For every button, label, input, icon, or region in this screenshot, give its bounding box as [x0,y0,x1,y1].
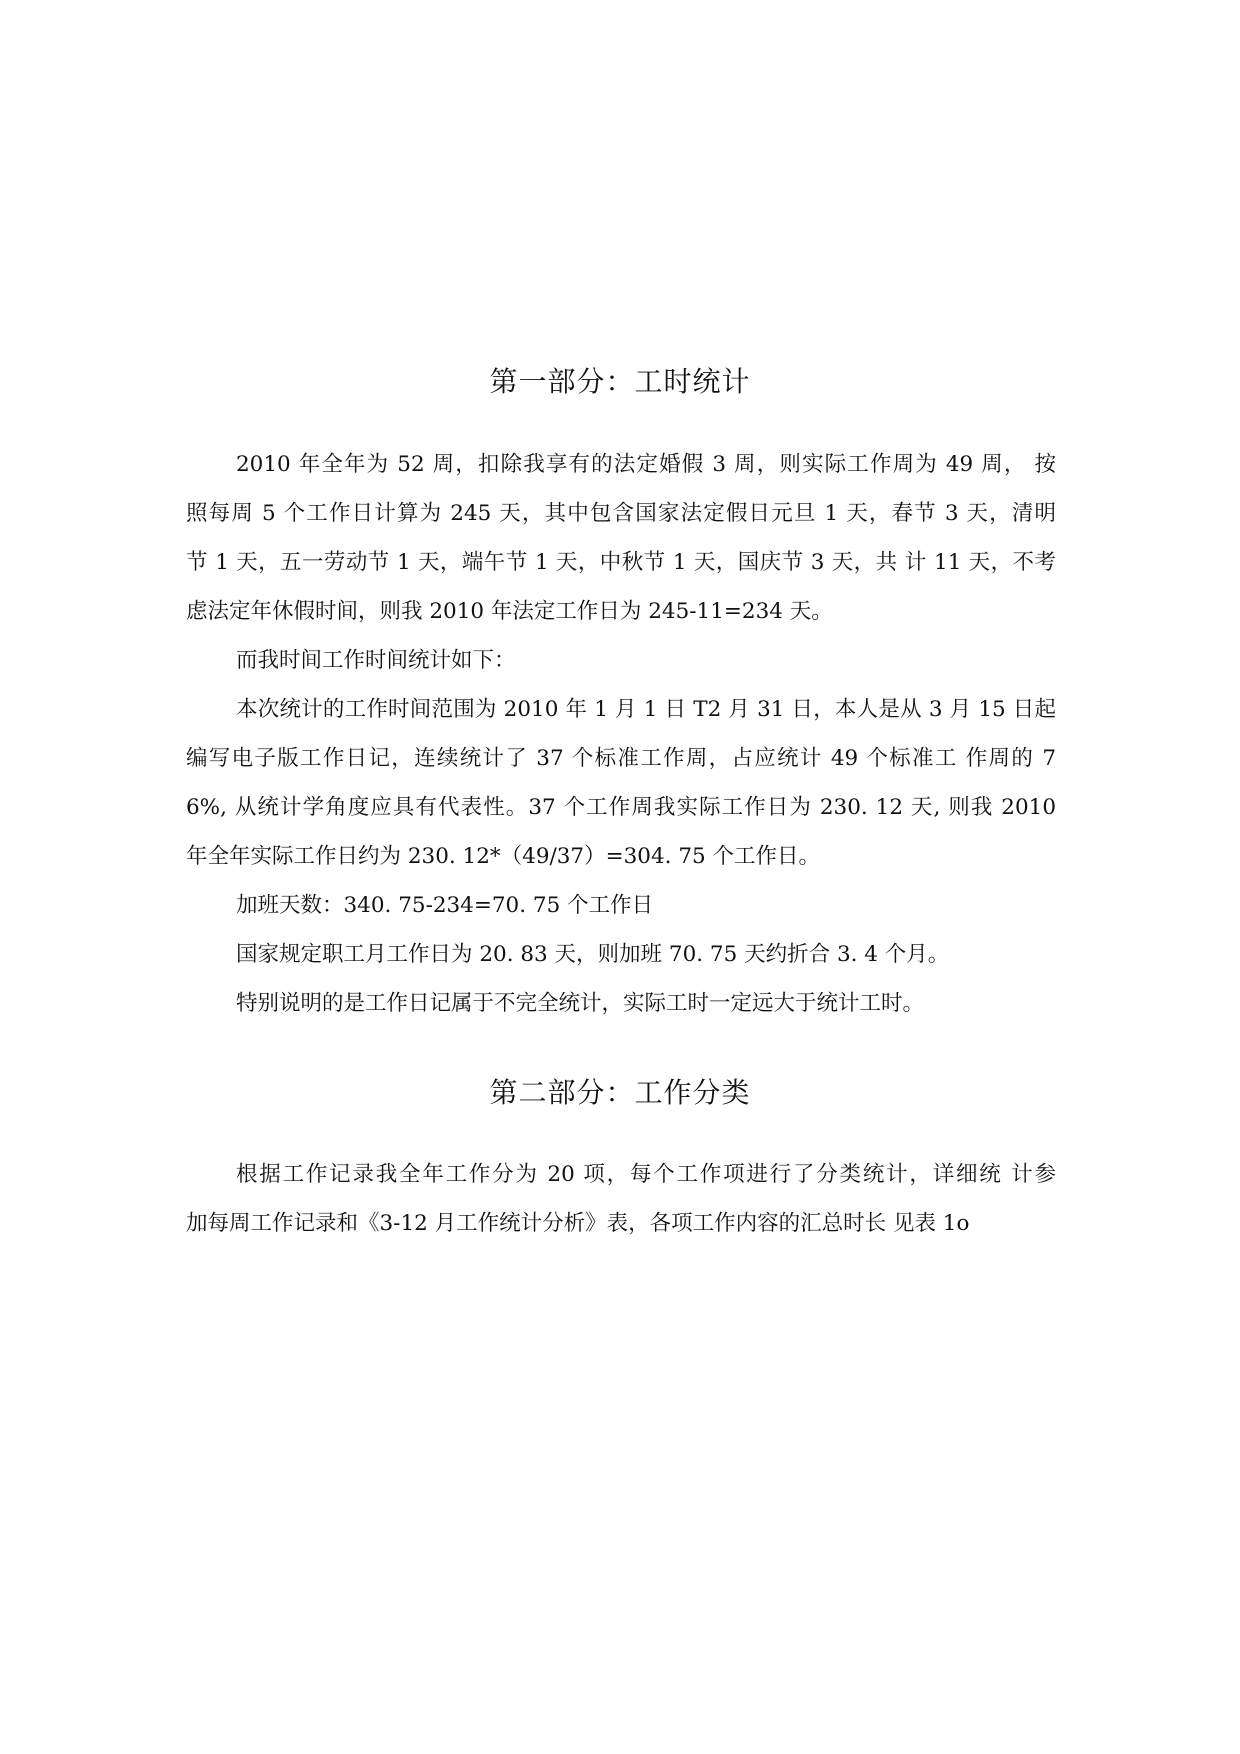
paragraph-line: 2010 年全年为 52 周，扣除我享有的法定婚假 3 周，则实际工作周为 49 周， 按 [236,452,1056,477]
paragraph-line: 照每周 5 个工作日计算为 245 天，其中包含国家法定假日元旦 1 天，春节 3 天，清明 [186,501,1056,526]
paragraph-line: 本次统计的工作时间范围为 2010 年 1 月 1 日 T2 月 31 日，本人是从 3 月 15 日起 [236,697,1056,722]
paragraph-line: 6%, 从统计学角度应具有代表性。37 个工作周我实际工作日为 230. 12 天, 则我 2010 [186,795,1056,820]
paragraph-line: 虑法定年休假时间，则我 2010 年法定工作日为 245-11=234 天。 [186,599,833,624]
paragraph-line: 根据工作记录我全年工作分为 20 项，每个工作项进行了分类统计，详细统 计参 [236,1162,1056,1187]
section1-heading: 第一部分：工时统计 [489,365,751,398]
paragraph-line: 年全年实际工作日约为 230. 12*（49/37）=304. 75 个工作日。 [186,844,821,869]
paragraph-line: 加班天数：340. 75-234=70. 75 个工作日 [236,893,654,918]
paragraph-line: 国家规定职工月工作日为 20. 83 天，则加班 70. 75 天约折合 3. 4 个月。 [236,942,950,967]
paragraph-line: 而我时间工作时间统计如下： [236,648,516,673]
section2-heading: 第二部分：工作分类 [489,1076,751,1109]
paragraph-line: 特别说明的是工作日记属于不完全统计，实际工时一定远大于统计工时。 [236,991,925,1016]
paragraph-line: 加每周工作记录和《3-12 月工作统计分析》表，各项工作内容的汇总时长 见表 1o [186,1211,970,1236]
paragraph-line: 编写电子版工作日记，连续统计了 37 个标准工作周，占应统计 49 个标准工 作周的 7 [186,746,1056,771]
paragraph-line: 节 1 天，五一劳动节 1 天，端午节 1 天，中秋节 1 天，国庆节 3 天，共 计 11 天，不考 [186,550,1056,575]
